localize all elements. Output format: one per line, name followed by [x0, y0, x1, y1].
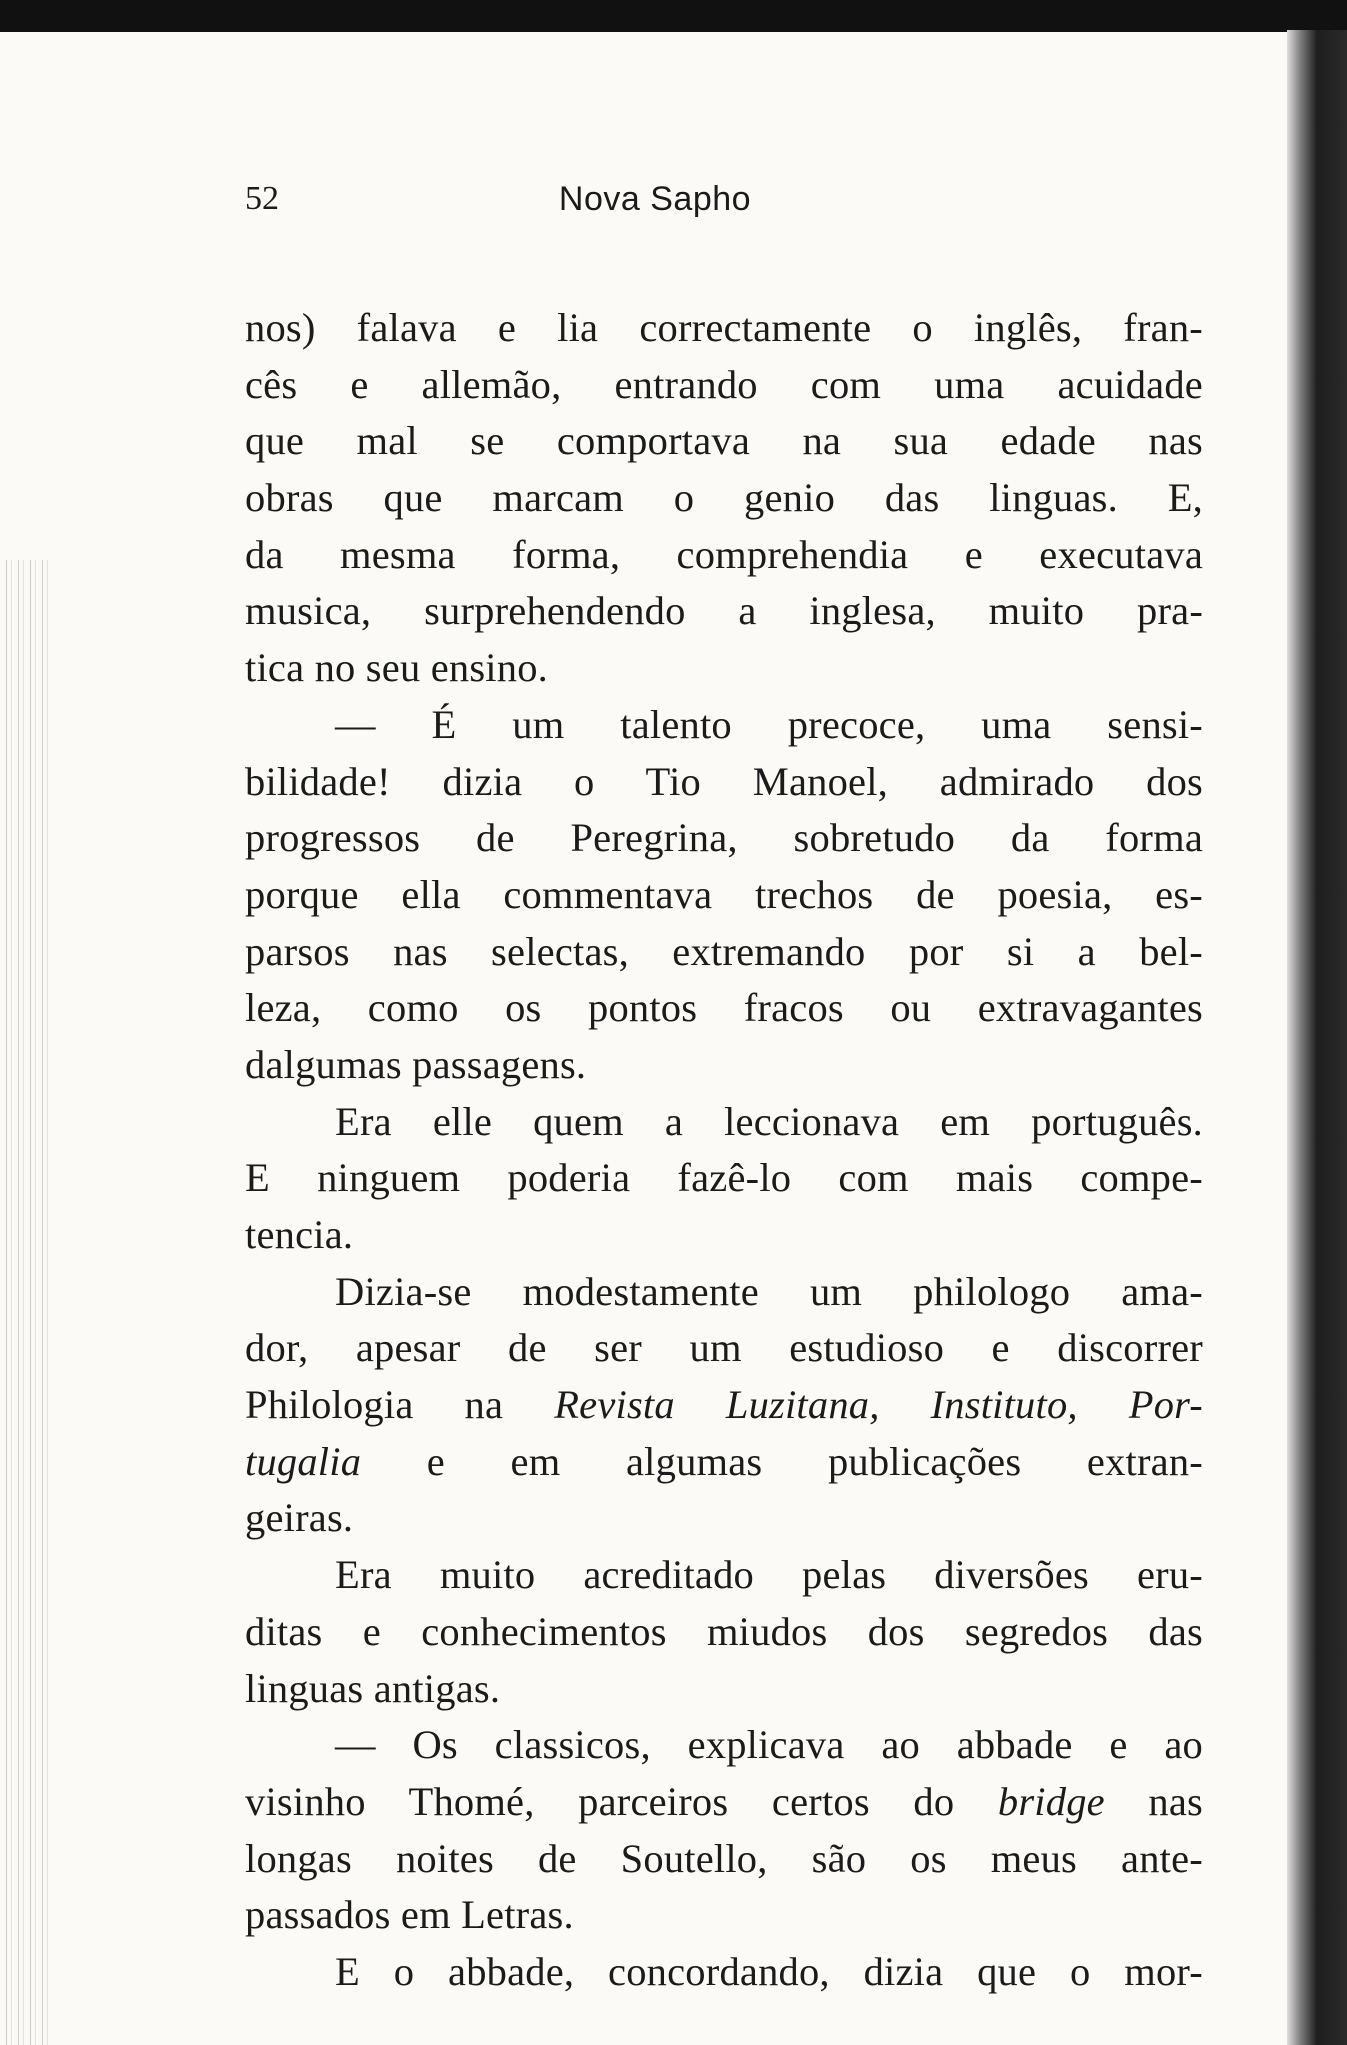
- italic-title: tugalia: [245, 1438, 362, 1484]
- italic-title: Revista Luzitana,: [554, 1382, 880, 1428]
- scan-right-edge: [1287, 30, 1347, 2045]
- italic-title: Instituto, Por-: [930, 1382, 1203, 1428]
- text-run: nas: [1104, 1778, 1203, 1824]
- running-title: Nova Sapho: [558, 180, 752, 218]
- text-line: longas noites de Soutello, são os meus ante-: [245, 1835, 1203, 1881]
- text-line: — Os classicos, explicava ao abbade e ao: [335, 1722, 1203, 1768]
- page-number: 52: [245, 180, 279, 217]
- text-line: linguas antigas.: [245, 1665, 501, 1711]
- text-line: [245, 1377, 1203, 1434]
- body-text: [245, 300, 1203, 2001]
- text-line: passados em Letras.: [245, 1892, 574, 1938]
- text-run: visinho Thomé, parceiros certos do: [245, 1778, 998, 1824]
- text-line: dor, apesar de ser um estudioso e discorrer: [245, 1325, 1203, 1371]
- text-line: bilidade! dizia o Tio Manoel, admirado dos: [245, 758, 1203, 804]
- text-line: que mal se comportava na sua edade nas: [245, 418, 1203, 464]
- text-run: e em algumas publicações extran-: [361, 1438, 1203, 1484]
- text-line: nos) falava e lia correctamente o inglês, fran-: [245, 305, 1203, 350]
- text-line: E ninguem poderia fazê-lo com mais compe-: [245, 1155, 1203, 1201]
- text-run: [880, 1382, 931, 1427]
- text-line: ditas e conhecimentos miudos dos segredos das: [245, 1608, 1203, 1654]
- text-line: parsos nas selectas, extremando por si a bel-: [245, 928, 1203, 974]
- text-line: [245, 1434, 1203, 1491]
- text-line: leza, como os pontos fracos ou extravagantes: [245, 985, 1203, 1031]
- text-line: [245, 1774, 1203, 1831]
- text-line: tica no seu ensino.: [245, 645, 548, 691]
- text-line: porque ella commentava trechos de poesia, es-: [245, 871, 1203, 917]
- text-line: progressos de Peregrina, sobretudo da forma: [245, 815, 1203, 861]
- text-line: da mesma forma, comprehendia e executava: [245, 531, 1203, 577]
- text-line: tencia.: [245, 1212, 354, 1257]
- text-line: Era muito acreditado pelas diversões eru-: [335, 1552, 1203, 1598]
- text-line: cês e allemão, entrando com uma acuidade: [245, 361, 1203, 407]
- text-run: Philologia na: [245, 1382, 555, 1428]
- page-header: [245, 180, 1205, 240]
- text-line: geiras.: [245, 1495, 354, 1541]
- italic-word: bridge: [997, 1778, 1105, 1824]
- text-line: — É um talento precoce, uma sensi-: [335, 701, 1203, 747]
- scan-left-edge: [0, 560, 48, 2045]
- text-line: E o abbade, concordando, dizia que o mor-: [335, 1948, 1203, 1994]
- text-line: obras que marcam o genio das linguas. E,: [245, 475, 1203, 521]
- text-line: Era elle quem a leccionava em português.: [335, 1098, 1203, 1144]
- scan-top-border: [0, 0, 1347, 32]
- text-line: musica, surprehendendo a inglesa, muito pra-: [245, 588, 1203, 634]
- text-line: Dizia-se modestamente um philologo ama-: [335, 1268, 1203, 1314]
- text-line: dalgumas passagens.: [245, 1041, 587, 1087]
